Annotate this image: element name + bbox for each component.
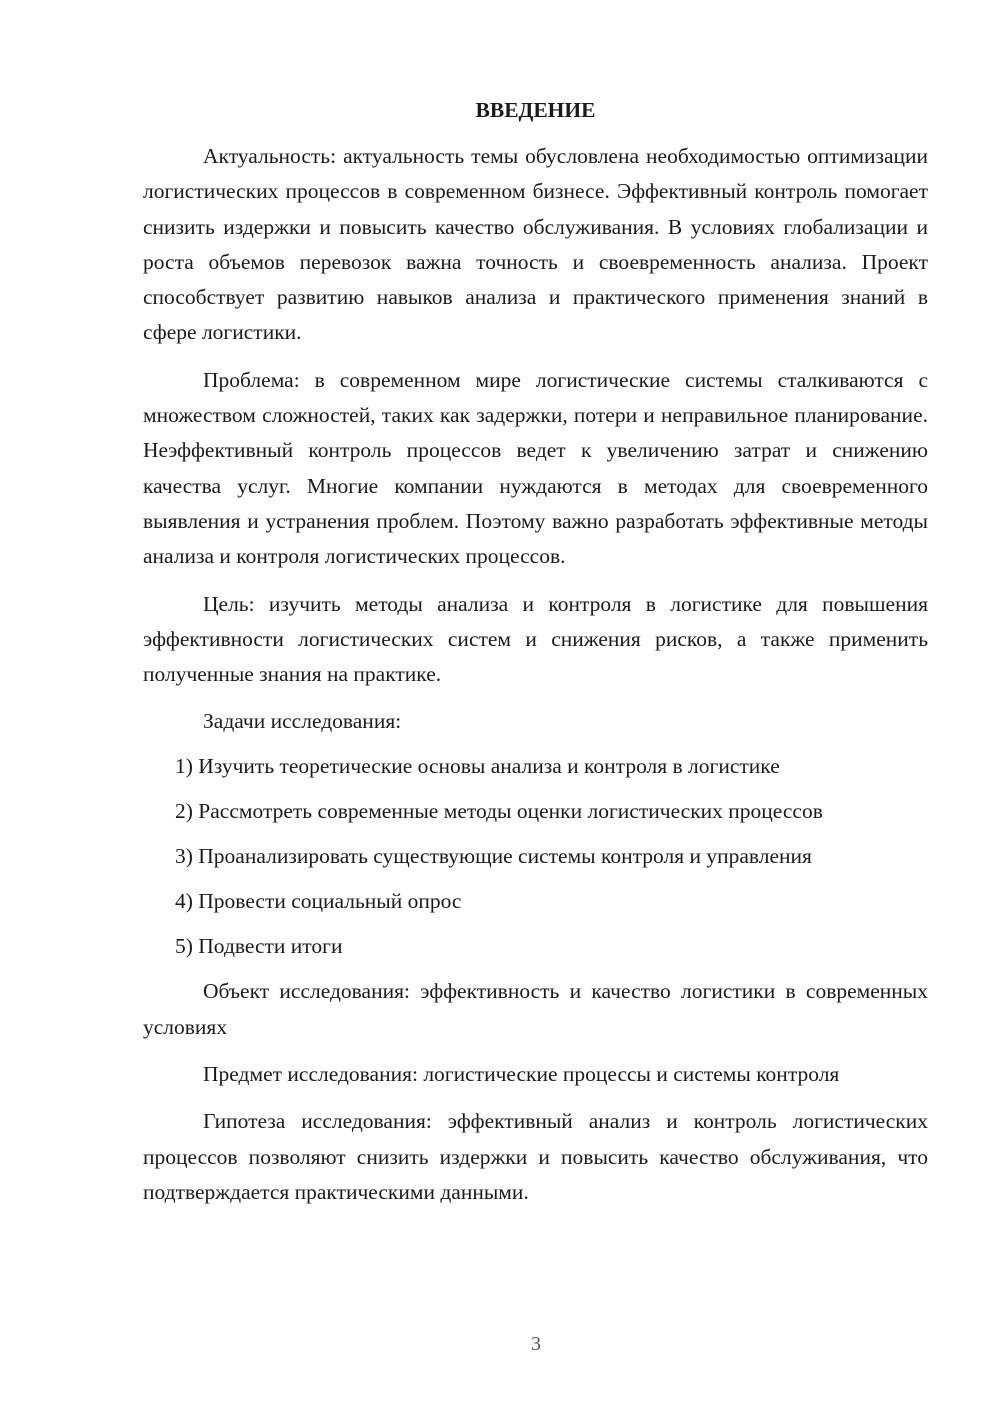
task-item: 4) Провести социальный опрос: [175, 889, 462, 914]
section-title: ВВЕДЕНИЕ: [475, 98, 596, 122]
task-item: 3) Проанализировать существующие системы контроля и управления: [175, 844, 812, 869]
object-paragraph: Объект исследования: эффективность и качество логистики в современных условиях: [143, 979, 928, 1039]
task-item: 2) Рассмотреть современные методы оценки логистических процессов: [175, 799, 823, 824]
hypothesis-paragraph: Гипотеза исследования: эффективный анализ и контроль логистических процессов позволяют снизить издержки и повысить качество обслуживания, что подтверждается практическими данными.: [143, 1109, 928, 1204]
problem-paragraph: Проблема: в современном мире логистические системы сталкиваются с множеством сложностей, таких как задержки, потери и неправильное планирование. Неэффективный контроль процессов ведет к увеличению затрат и снижению качества услуг. Многие компании нуждаются в методах для своевременного выявления и устранения проблем. Поэтому важно разработать эффективные методы анализа и контроля логистических процессов.: [143, 367, 928, 569]
task-item: 5) Подвести итоги: [175, 934, 343, 959]
relevance-paragraph: Актуальность: актуальность темы обусловлена необходимостью оптимизации логистических процессов в современном бизнесе. Эффективный контроль помогает снизить издержки и повысить качество обслуживания. В условиях глобализации и роста объемов перевозок важна точность и своевременность анализа. Проект способствует развитию навыков анализа и практического применения знаний в сфере логистики.: [143, 144, 928, 345]
tasks-heading: Задачи исследования:: [203, 709, 402, 734]
task-item: 1) Изучить теоретические основы анализа и контроля в логистике: [175, 754, 780, 779]
page-number: 3: [531, 1333, 541, 1355]
goal-paragraph: Цель: изучить методы анализа и контроля в логистике для повышения эффективности логистических систем и снижения рисков, а также применить полученные знания на практике.: [143, 591, 928, 687]
document-page: [143, 95, 928, 1222]
subject-paragraph: Предмет исследования: логистические процессы и системы контроля: [203, 1062, 840, 1087]
